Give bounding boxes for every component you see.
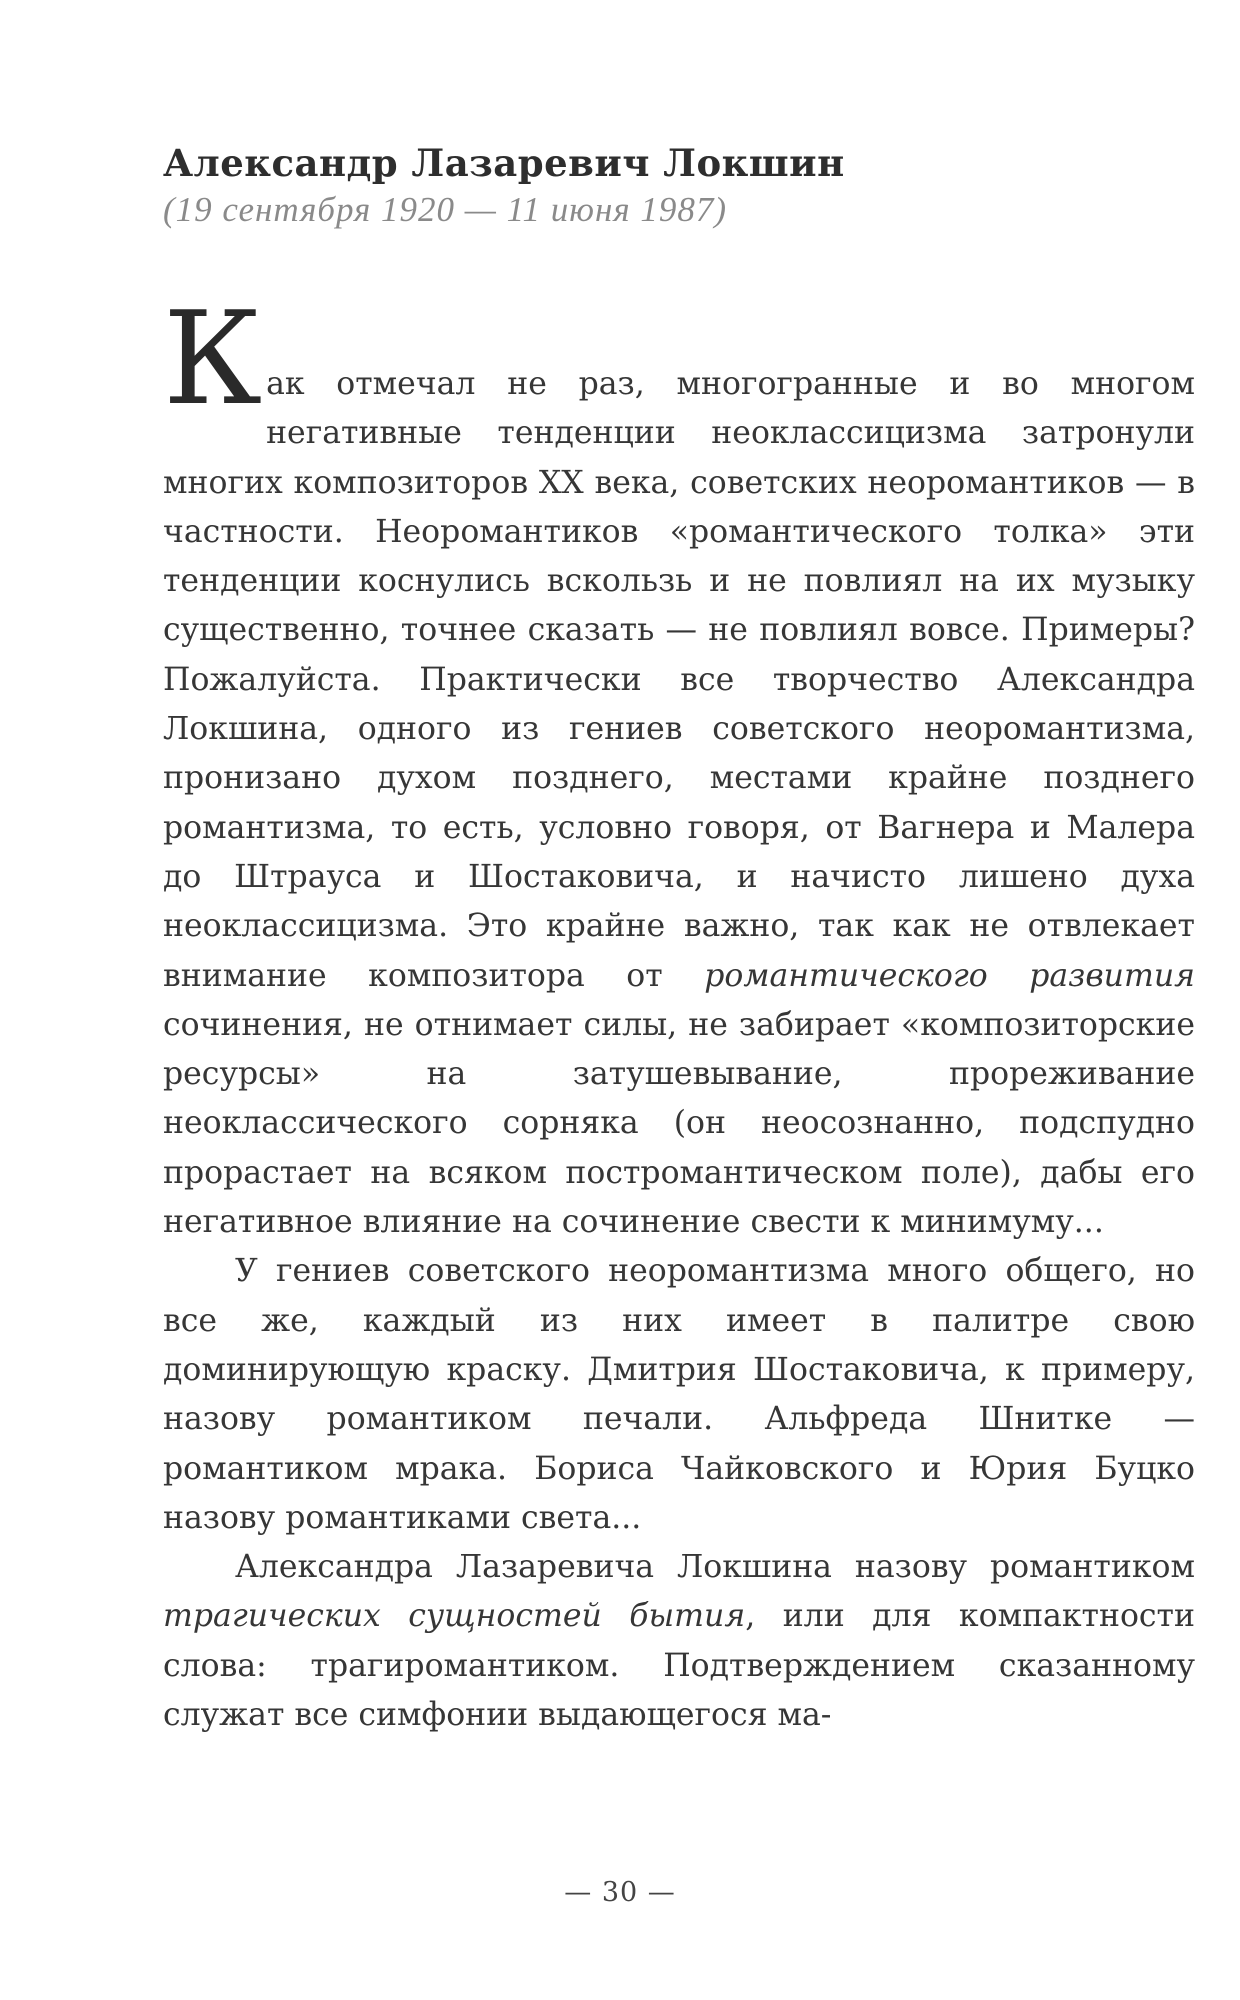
- paragraph-2: У гениев советского неоромантизма много общего, но все же, каждый из них имеет в палитре свою доминирующую краску. Дмитрия Шостаковича, к примеру, назову романтиком печали. Альфреда Шнитке — романтиком мрака. Бориса Чайковского и Юрия Буцко назову романтиками света...: [163, 1253, 1195, 1536]
- body-text: [163, 285, 1195, 1740]
- paragraph-3-text-b: , или для компактности слова: трагиромантиком. Подтверждением сказанному служат все симфонии выдающегося ма-: [163, 1598, 1195, 1734]
- life-dates: (19 сентября 1920 — 11 июня 1987): [163, 190, 727, 229]
- paragraph-3: [163, 1543, 1195, 1740]
- dropcap-spacer: [163, 304, 1195, 360]
- paragraph-3-text-a: Александра Лазаревича Локшина назову романтиком: [235, 1549, 1195, 1586]
- page-number: — 30 —: [564, 1877, 676, 1908]
- paragraph-1-text-b: сочинения, не отнимает силы, не забирает «композиторские ресурсы» на затушевывание, прореживание неоклассического сорняка (он неосознанно, подспудно прорастает на всяком постромантическом поле), дабы его негативное влияние на сочинение свести к минимуму...: [163, 1006, 1195, 1241]
- paragraph-1-text-a: ак отмечал не раз, многогранные и во многом негативные тенденции неоклассицизма затронули многих композиторов XX века, советских неоромантиков — в частности. Неоромантиков «романтического толка» эти тенденции коснулись вскользь и не повлиял на их музыку существенно, точнее сказать — не повлиял вовсе. Примеры? Пожалуйста. Практически все творчество Александра Локшина, одного из гениев советского неоромантизма, пронизано духом позднего, местами крайне позднего романтизма, то есть, условно говоря, от Вагнера и Малера до Штрауса и Шостаковича, и начисто лишено духа неоклассицизма. Это крайне важно, так как не отвлекает внимание композитора от: [163, 366, 1195, 994]
- drop-cap: К: [163, 285, 263, 434]
- chapter-title: Александр Лазаревич Локшин: [163, 141, 845, 185]
- paragraph-3-emphasis: трагических сущностей бытия: [163, 1598, 746, 1635]
- paragraph-1-emphasis: романтического развития: [704, 957, 1195, 994]
- page-content: [163, 138, 1195, 1740]
- paragraph-1: [163, 285, 1195, 1247]
